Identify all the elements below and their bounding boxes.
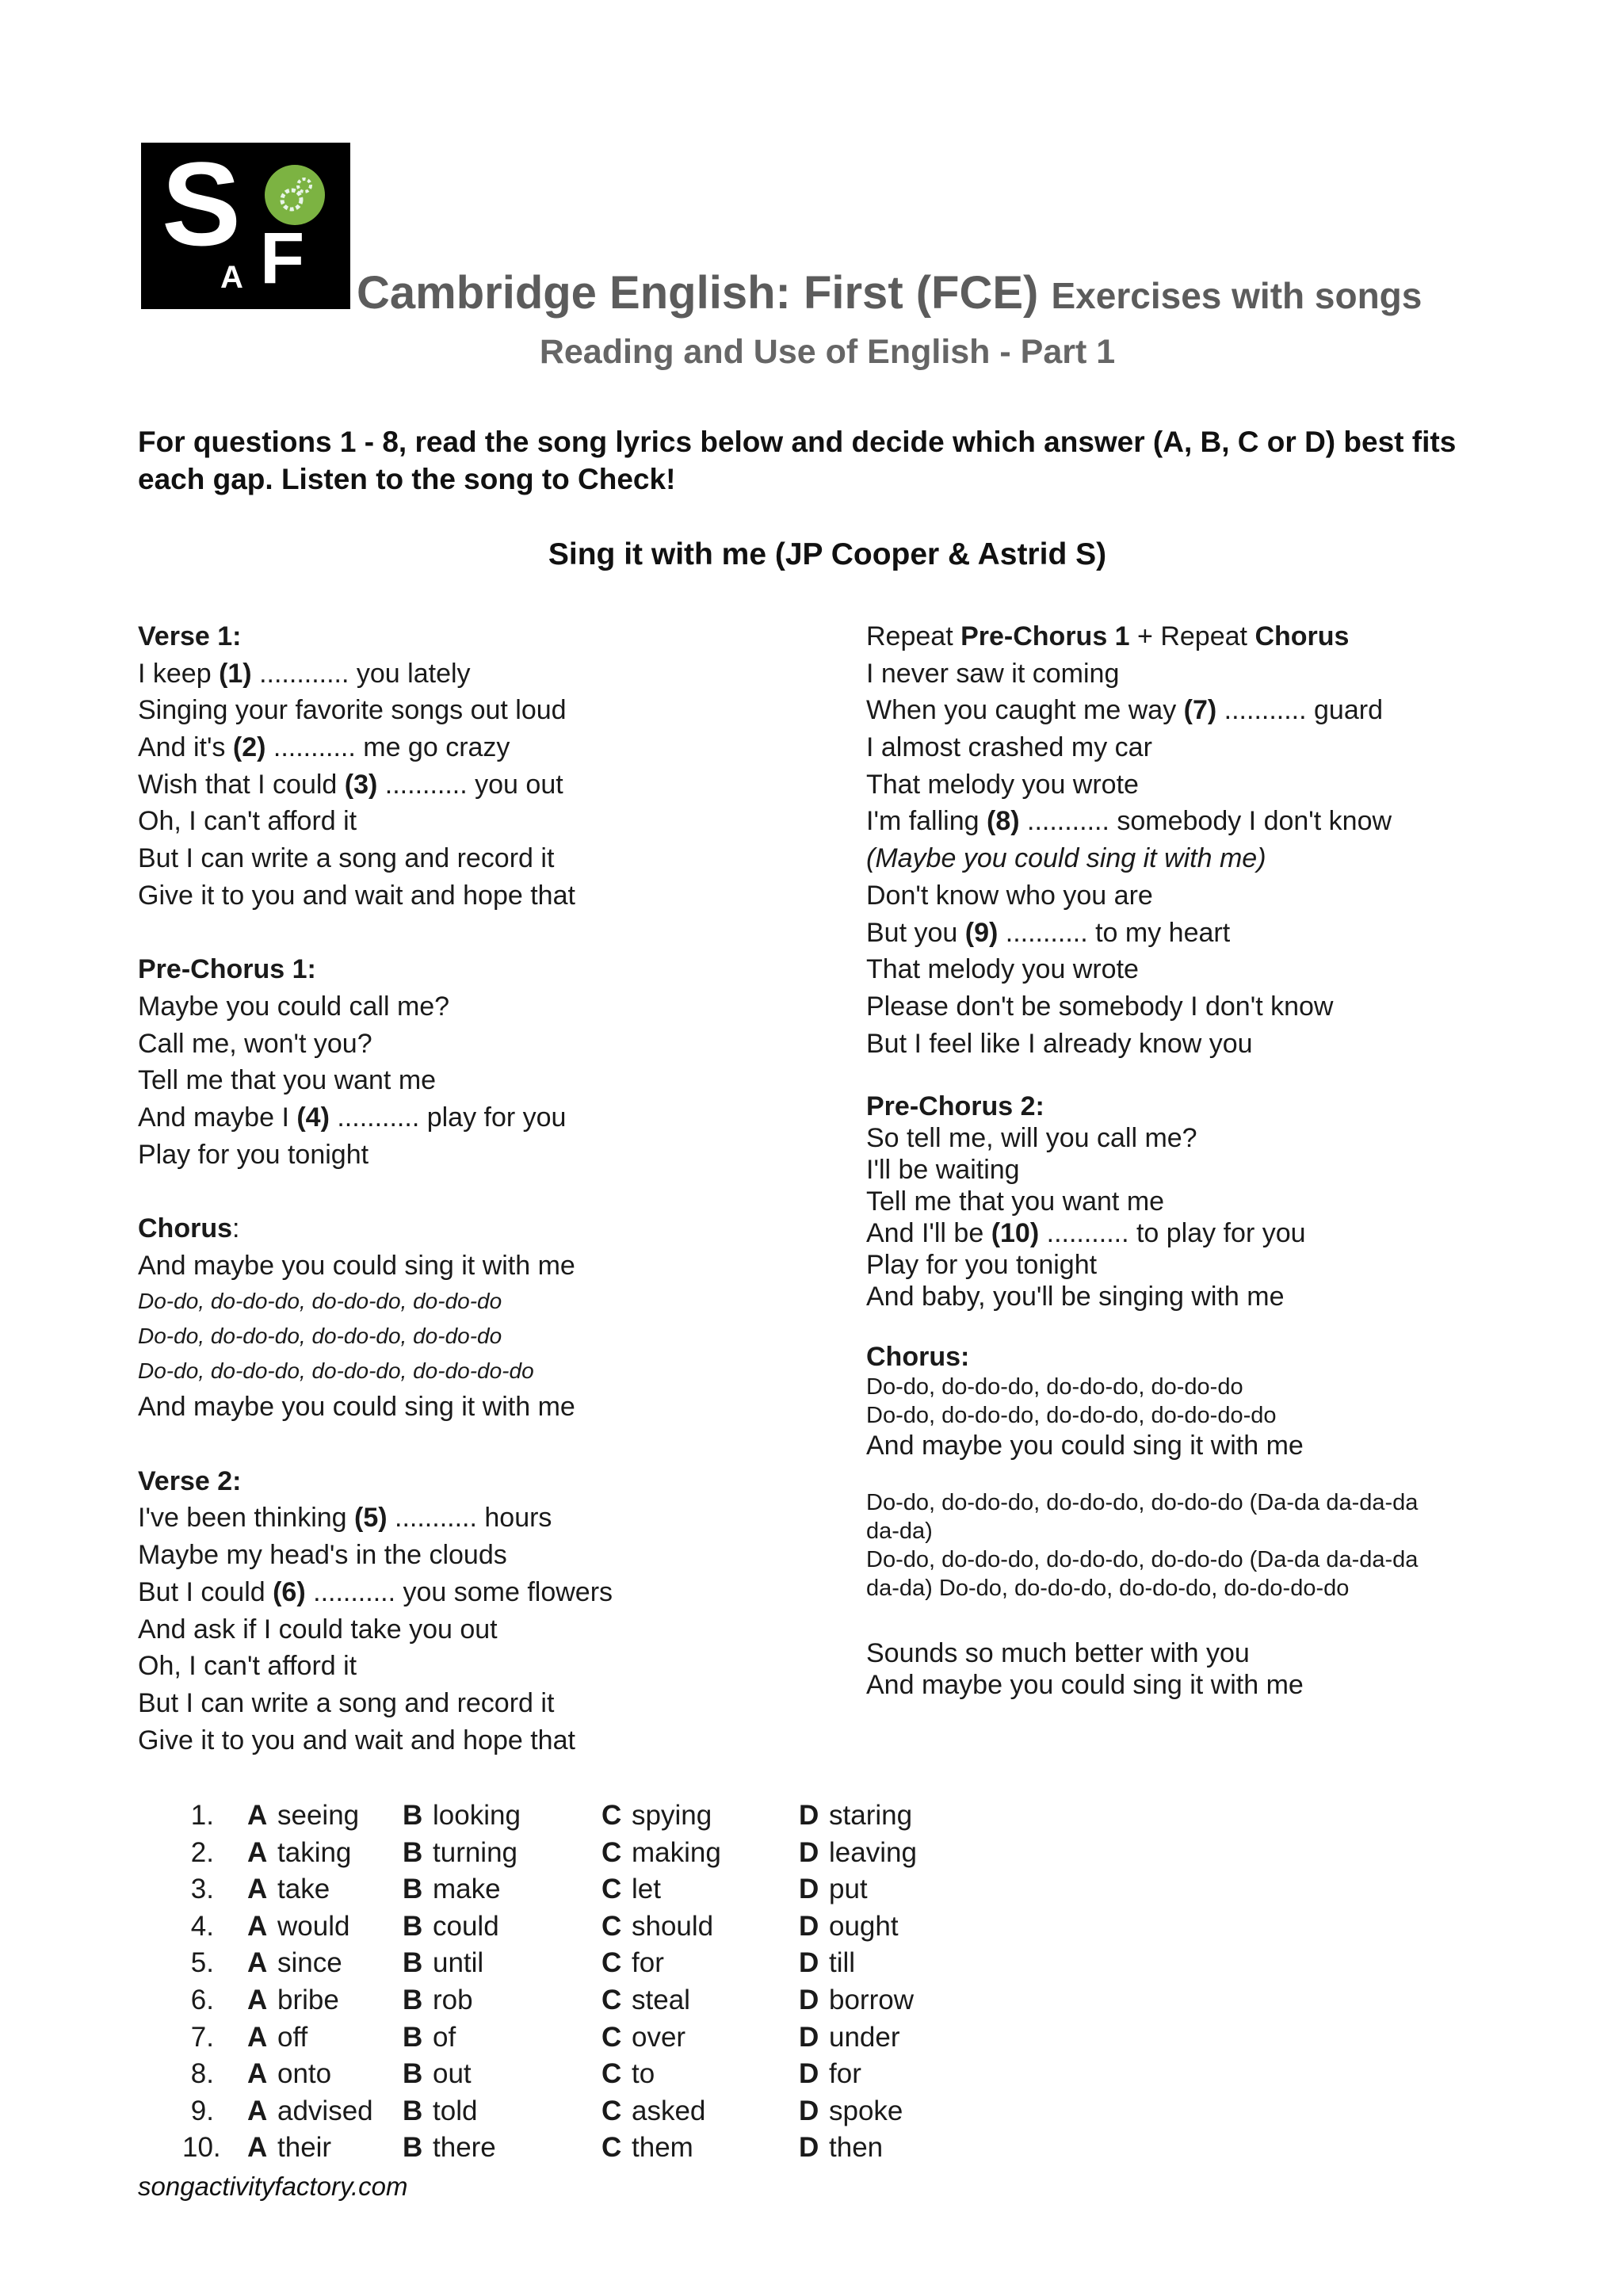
option-letter: D xyxy=(799,1800,819,1831)
option-letter: A xyxy=(247,2021,268,2053)
lyric-line xyxy=(138,1062,851,1099)
option-letter: D xyxy=(799,2132,819,2164)
lyric-text: But you xyxy=(866,917,965,948)
song-title: Sing it with me (JP Cooper & Astrid S) xyxy=(548,537,1107,571)
gap-number: (2) xyxy=(232,732,266,763)
option-letter: C xyxy=(601,1984,622,2015)
option-word: out xyxy=(433,2058,472,2090)
lyric-line xyxy=(138,803,851,840)
option-word: leaving xyxy=(829,1836,917,1868)
chorus2-doo-line: Do-do, do-do-do, do-do-do, do-do-do xyxy=(866,1374,1243,1400)
lyric-text: Wish that I could xyxy=(138,769,345,800)
lyric-line xyxy=(866,1186,1500,1217)
lyric-text: Give it to you and wait and hope that xyxy=(138,1725,575,1755)
logo-letter-s: S xyxy=(162,143,242,270)
lyric-text: Don't know who you are xyxy=(866,880,1153,911)
bridge-italic-line: (Maybe you could sing it with me) xyxy=(866,843,1266,874)
option-word: bribe xyxy=(277,1984,339,2015)
title-main: Cambridge English: First (FCE) xyxy=(357,267,1039,319)
chorus-doo-line: Do-do, do-do-do, do-do-do, do-do-do xyxy=(138,1324,502,1349)
lyric-line xyxy=(138,1722,851,1759)
option-word: since xyxy=(277,1947,342,1979)
lyric-line xyxy=(138,1537,851,1574)
option-letter: C xyxy=(601,2132,622,2164)
option-word: steal xyxy=(632,1984,690,2015)
page-title xyxy=(357,266,1422,319)
lyric-text: But I can write a song and record it xyxy=(138,1687,555,1718)
option-letter: A xyxy=(247,2058,268,2090)
lyric-line xyxy=(866,1122,1500,1154)
outro-line: Do-do, do-do-do, do-do-do, do-do-do (Da-da da-da-da xyxy=(866,1547,1419,1573)
option-letter: B xyxy=(403,2021,423,2053)
option-letter: B xyxy=(403,2132,423,2164)
chorus-colon: : xyxy=(232,1213,240,1244)
gap-number: (1) xyxy=(219,658,252,689)
lyric-text: Maybe my head's in the clouds xyxy=(138,1540,507,1571)
option-letter: C xyxy=(601,1947,622,1979)
lyrics-left-column xyxy=(138,618,851,1759)
option-word: would xyxy=(277,1910,350,1942)
lyric-line xyxy=(138,692,851,729)
option-letter: A xyxy=(247,2132,268,2164)
verse2-heading: Verse 2: xyxy=(138,1465,242,1496)
option-word: asked xyxy=(632,2095,706,2126)
lyric-text: When you caught me way xyxy=(866,695,1184,726)
lyric-text: ........... me go crazy xyxy=(265,732,510,763)
lyric-line xyxy=(866,988,1500,1026)
lyric-line xyxy=(866,915,1500,952)
repeat-prechorus: Pre-Chorus 1 xyxy=(960,621,1130,651)
option-word: staring xyxy=(829,1800,913,1831)
option-word: spoke xyxy=(829,2095,903,2126)
chorus2-line: And maybe you could sing it with me xyxy=(866,1431,1304,1461)
option-word: their xyxy=(277,2132,332,2164)
question-number: 5. xyxy=(190,1947,214,1979)
option-letter: A xyxy=(247,1910,268,1942)
option-word: seeing xyxy=(277,1800,360,1831)
lyric-text: But I can write a song and record it xyxy=(138,843,555,874)
gap-number: (8) xyxy=(987,806,1020,837)
instructions: For questions 1 - 8, read the song lyrics below and decide which answer (A, B, C or D) best fits each gap. Listen to the song to Check! xyxy=(138,426,1457,495)
option-word: let xyxy=(632,1874,661,1905)
option-word: take xyxy=(277,1874,330,1905)
lyric-text: And maybe I xyxy=(138,1102,297,1133)
repeat-text: Repeat xyxy=(866,621,961,651)
lyric-text: Oh, I can't afford it xyxy=(138,1651,357,1682)
lyric-text: Singing your favorite songs out loud xyxy=(138,695,567,726)
lyric-text: And ask if I could take you out xyxy=(138,1614,498,1645)
gap-number: (6) xyxy=(273,1576,306,1607)
lyric-text: Tell me that you want me xyxy=(866,1186,1165,1217)
lyric-text: And baby, you'll be singing with me xyxy=(866,1282,1285,1312)
chorus-heading: Chorus xyxy=(138,1213,232,1244)
prechorus1-heading: Pre-Chorus 1: xyxy=(138,954,316,985)
lyric-line xyxy=(138,1611,851,1648)
option-word: of xyxy=(433,2021,456,2053)
option-letter: B xyxy=(403,1800,423,1831)
option-letter: B xyxy=(403,1910,423,1942)
gap-number: (10) xyxy=(991,1218,1040,1249)
option-word: taking xyxy=(277,1836,352,1868)
option-letter: C xyxy=(601,2058,622,2090)
title-small: Exercises with songs xyxy=(1051,275,1423,316)
option-letter: D xyxy=(799,1836,819,1868)
lyric-text: I keep xyxy=(138,658,220,689)
gap-number: (9) xyxy=(964,917,999,948)
option-word: for xyxy=(829,2058,861,2090)
option-word: turning xyxy=(433,1836,518,1868)
lyric-text: I'm falling xyxy=(866,806,987,837)
lyric-text: That melody you wrote xyxy=(866,954,1139,985)
lyric-line xyxy=(866,1026,1500,1063)
chorus2-doo-line: Do-do, do-do-do, do-do-do, do-do-do-do xyxy=(866,1403,1277,1429)
lyric-line xyxy=(138,840,851,877)
lyric-line xyxy=(866,692,1500,729)
prechorus1-lines xyxy=(138,988,851,1173)
verse1-lines xyxy=(138,655,851,915)
lyric-text: ........... you some flowers xyxy=(305,1576,613,1607)
option-word: off xyxy=(277,2021,308,2053)
option-word: making xyxy=(632,1836,721,1868)
option-letter: D xyxy=(799,1910,819,1942)
lyric-line xyxy=(138,1685,851,1722)
option-letter: D xyxy=(799,1874,819,1905)
lyric-line xyxy=(866,766,1500,804)
verse1-heading: Verse 1: xyxy=(138,621,242,651)
outro-line: da-da) xyxy=(866,1519,933,1545)
question-number: 10. xyxy=(182,2132,221,2164)
option-word: make xyxy=(433,1874,501,1905)
option-word: should xyxy=(632,1910,714,1942)
lyric-line xyxy=(138,1648,851,1685)
option-word: told xyxy=(433,2095,478,2126)
option-word: till xyxy=(829,1947,856,1979)
lyric-line xyxy=(866,655,1500,693)
lyric-text: So tell me, will you call me? xyxy=(866,1123,1197,1154)
option-letter: C xyxy=(601,1874,622,1905)
lyric-line xyxy=(138,729,851,766)
option-letter: D xyxy=(799,2058,819,2090)
lyric-line xyxy=(866,803,1500,840)
lyric-text: Play for you tonight xyxy=(138,1139,369,1170)
lyric-text: I almost crashed my car xyxy=(866,732,1152,763)
lyric-text: Tell me that you want me xyxy=(138,1065,437,1096)
verse2-lines xyxy=(138,1499,851,1759)
option-word: spying xyxy=(632,1800,712,1831)
gap-number: (3) xyxy=(344,769,378,800)
lyric-line xyxy=(866,1249,1500,1281)
lyric-text: I'll be waiting xyxy=(866,1155,1020,1186)
prechorus2-lines xyxy=(866,1122,1500,1312)
lyric-line xyxy=(866,1217,1500,1249)
question-number: 9. xyxy=(190,2095,214,2126)
option-letter: A xyxy=(247,1874,268,1905)
lyric-text: And I'll be xyxy=(866,1218,991,1249)
option-letter: B xyxy=(403,1984,423,2015)
lyric-text: ........... play for you xyxy=(329,1102,567,1133)
question-number: 8. xyxy=(190,2058,214,2090)
option-letter: C xyxy=(601,2095,622,2126)
question-number: 1. xyxy=(190,1800,214,1831)
gap-number: (7) xyxy=(1183,695,1217,726)
option-letter: B xyxy=(403,1947,423,1979)
lyric-text: But I feel like I already know you xyxy=(866,1028,1253,1059)
gap-number: (5) xyxy=(354,1503,388,1534)
option-word: advised xyxy=(277,2095,373,2126)
lyric-text: I've been thinking xyxy=(138,1503,355,1534)
lyric-line xyxy=(138,1499,851,1537)
lyric-line xyxy=(866,1154,1500,1186)
option-letter: C xyxy=(601,1910,622,1942)
question-number: 3. xyxy=(190,1874,214,1905)
lyric-line xyxy=(138,1137,851,1174)
option-letter: D xyxy=(799,2095,819,2126)
lyric-text: Give it to you and wait and hope that xyxy=(138,880,575,911)
outro-line: da-da) Do-do, do-do-do, do-do-do, do-do-do-do xyxy=(866,1576,1350,1602)
lyric-text: ........... to play for you xyxy=(1039,1218,1306,1249)
question-number: 7. xyxy=(190,2021,214,2053)
option-word: put xyxy=(829,1874,868,1905)
option-word: could xyxy=(433,1910,499,1942)
footer-url: songactivityfactory.com xyxy=(138,2172,408,2201)
option-word: until xyxy=(433,1947,484,1979)
lyric-text: ........... you out xyxy=(377,769,563,800)
lyric-text: Play for you tonight xyxy=(866,1250,1098,1281)
option-letter: D xyxy=(799,1984,819,2015)
option-letter: C xyxy=(601,2021,622,2053)
option-word: over xyxy=(632,2021,686,2053)
lyric-text: ............ you lately xyxy=(251,658,471,689)
lyric-text: ........... to my heart xyxy=(998,917,1231,948)
final-line: And maybe you could sing it with me xyxy=(866,1670,1304,1701)
lyric-line xyxy=(138,655,851,693)
chorus-line: And maybe you could sing it with me xyxy=(138,1250,575,1281)
option-letter: C xyxy=(601,1836,622,1868)
lyric-line xyxy=(138,1099,851,1137)
lyric-line xyxy=(866,877,1500,915)
option-word: onto xyxy=(277,2058,332,2090)
lyric-text: ........... hours xyxy=(387,1503,552,1534)
option-letter: C xyxy=(601,1800,622,1831)
lyric-text: But I could xyxy=(138,1576,273,1607)
option-word: then xyxy=(829,2132,884,2164)
chorus-doo-line: Do-do, do-do-do, do-do-do, do-do-do-do xyxy=(138,1358,534,1384)
lyric-text: ........... somebody I don't know xyxy=(1019,806,1392,837)
option-letter: B xyxy=(403,1836,423,1868)
option-letter: B xyxy=(403,1874,423,1905)
lyric-line xyxy=(866,729,1500,766)
option-letter: B xyxy=(403,2095,423,2126)
bridge-lines xyxy=(866,655,1500,840)
question-number: 4. xyxy=(190,1910,214,1942)
question-number: 2. xyxy=(190,1836,214,1868)
chorus-end-line: And maybe you could sing it with me xyxy=(138,1392,575,1423)
gear-icon xyxy=(265,165,325,225)
question-number: 6. xyxy=(190,1984,214,2015)
repeat-line xyxy=(866,618,1500,655)
lyric-text: Call me, won't you? xyxy=(138,1028,372,1059)
final-line: Sounds so much better with you xyxy=(866,1638,1250,1669)
lyric-text: And it's xyxy=(138,732,233,763)
gap-number: (4) xyxy=(296,1102,330,1133)
lyric-text: Please don't be somebody I don't know xyxy=(866,991,1334,1022)
lyric-line xyxy=(138,766,851,804)
outro-line: Do-do, do-do-do, do-do-do, do-do-do (Da-da da-da-da xyxy=(866,1490,1419,1516)
option-word: rob xyxy=(433,1984,473,2015)
option-letter: D xyxy=(799,1947,819,1979)
option-word: under xyxy=(829,2021,900,2053)
lyric-line xyxy=(138,1574,851,1611)
option-word: borrow xyxy=(829,1984,914,2015)
lyric-text: I never saw it coming xyxy=(866,658,1120,689)
option-letter: A xyxy=(247,2095,268,2126)
logo-letter-f: F xyxy=(260,218,305,299)
lyrics-right-column xyxy=(866,618,1500,1701)
option-word: them xyxy=(632,2132,693,2164)
option-letter: B xyxy=(403,2058,423,2090)
lyric-text: Oh, I can't afford it xyxy=(138,806,357,837)
option-letter: D xyxy=(799,2021,819,2053)
lyric-line xyxy=(866,951,1500,988)
lyric-line xyxy=(138,988,851,1026)
lyric-text: Maybe you could call me? xyxy=(138,991,450,1022)
logo-letter-a: A xyxy=(220,260,243,295)
option-word: for xyxy=(632,1947,664,1979)
option-letter: A xyxy=(247,1947,268,1979)
saf-logo xyxy=(141,143,350,309)
repeat-text: + Repeat xyxy=(1129,621,1255,651)
lyric-text: That melody you wrote xyxy=(866,769,1139,800)
chorus-doo-line: Do-do, do-do-do, do-do-do, do-do-do xyxy=(138,1289,502,1314)
option-word: to xyxy=(632,2058,655,2090)
lyric-text: ........... guard xyxy=(1216,695,1383,726)
option-word: ought xyxy=(829,1910,899,1942)
repeat-chorus: Chorus xyxy=(1254,621,1350,651)
option-letter: A xyxy=(247,1800,268,1831)
lyric-line xyxy=(138,1026,851,1063)
lyric-line xyxy=(138,877,851,915)
option-word: there xyxy=(433,2132,496,2164)
option-letter: A xyxy=(247,1984,268,2015)
prechorus2-heading: Pre-Chorus 2: xyxy=(866,1091,1044,1122)
chorus2-heading: Chorus: xyxy=(866,1342,970,1373)
lyric-line xyxy=(866,1281,1500,1312)
option-letter: A xyxy=(247,1836,268,1868)
bridge2-lines xyxy=(866,877,1500,1062)
option-word: looking xyxy=(433,1800,521,1831)
page-subtitle: Reading and Use of English - Part 1 xyxy=(539,333,1116,371)
